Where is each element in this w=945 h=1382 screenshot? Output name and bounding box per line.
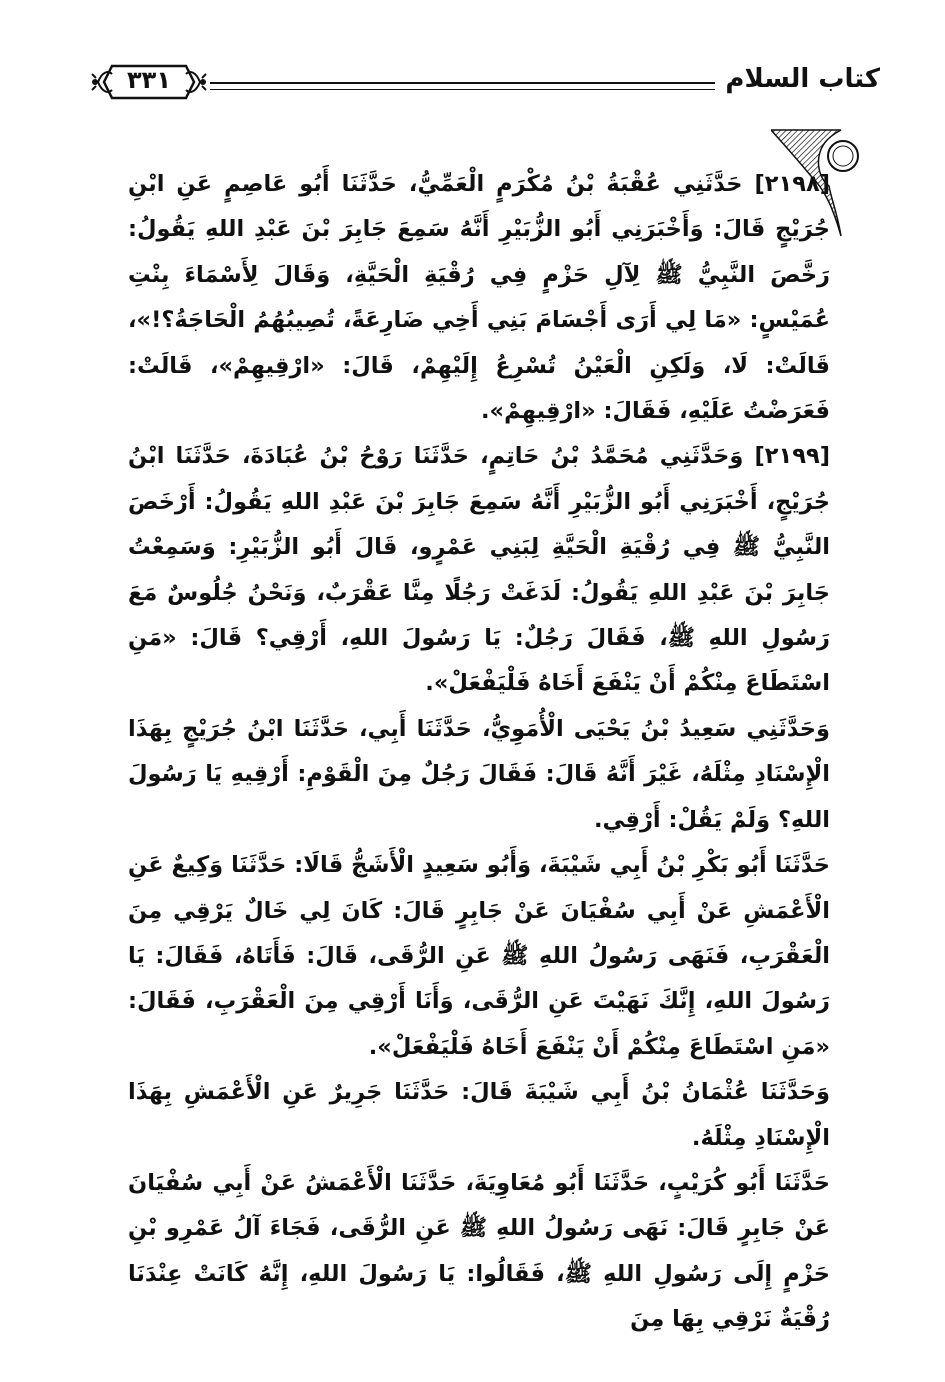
hadith-2198: [٢١٩٨] حَدَّثَنِي عُقْبَةُ بْنُ مُكْرَمٍ الْعَمِّيُّ، حَدَّثَنَا أَبُو عَاصِمٍ عَنِ ابْنِ جُرَيْجٍ قَالَ: وَأَخْبَرَنِي أَبُو الزُّبَيْرِ أَنَّهُ سَمِعَ جَابِرَ بْنَ عَبْدِ اللهِ يَقُولُ: رَخَّصَ النَّبِيُّ ﷺ لِآلِ حَزْمٍ فِي رُقْيَةِ الْحَيَّةِ، وَقَالَ لِأَسْمَاءَ بِنْتِ عُمَيْسٍ: «مَا لِي أَرَى أَجْسَامَ بَنِي أَخِي ضَارِعَةً، تُصِيبُهُمُ الْحَاجَةُ؟!»، قَالَتْ: لَا، وَلَكِنِ الْعَيْنُ تُسْرِعُ إِلَيْهِمْ، قَالَ: «ارْقِيهِمْ»، قَالَتْ: فَعَرَضْتُ عَلَيْهِ، فَقَالَ: «ارْقِيهِمْ». [128, 171, 830, 425]
main-text [128, 162, 830, 1343]
hadith-narration: حَدَّثَنَا أَبُو بَكْرِ بْنُ أَبِي شَيْبَةَ، وَأَبُو سَعِيدٍ الْأَشَجُّ قَالَا: حَدَّثَنَا وَكِيعٌ عَنِ الْأَعْمَشِ عَنْ أَبِي سُفْيَانَ عَنْ جَابِرٍ قَالَ: كَانَ لِي خَالٌ يَرْقِي مِنَ الْعَقْرَبِ، فَنَهَى رَسُولُ اللهِ ﷺ عَنِ الرُّقَى، قَالَ: فَأَتَاهُ، فَقَالَ: يَا رَسُولَ اللهِ، إِنَّكَ نَهَيْتَ عَنِ الرُّقَى، وَأَنَا أَرْقِي مِنَ الْعَقْرَبِ، فَقَالَ: «مَنِ اسْتَطَاعَ مِنْكُمْ أَنْ يَنْفَعَ أَخَاهُ فَلْيَفْعَلْ». [128, 852, 830, 1060]
page-number-ornament [90, 52, 208, 112]
running-title: كتاب السلام [725, 64, 880, 94]
header-rule [210, 82, 715, 90]
page-number: ٣٣١ [127, 66, 171, 94]
hadith-narration: وَحَدَّثَنِي سَعِيدُ بْنُ يَحْيَى الْأُمَوِيُّ، حَدَّثَنَا أَبِي، حَدَّثَنَا ابْنُ جُرَيْجٍ بِهَذَا الْإِسْنَادِ مِثْلَهُ، غَيْرَ أَنَّهُ قَالَ: فَقَالَ رَجُلٌ مِنَ الْقَوْمِ: أَرْقِيهِ يَا رَسُولَ اللهِ؟ وَلَمْ يَقُلْ: أَرْقِي. [128, 715, 830, 833]
page-header [90, 52, 880, 112]
hadith-2199: [٢١٩٩] وَحَدَّثَنِي مُحَمَّدُ بْنُ حَاتِمٍ، حَدَّثَنَا رَوْحُ بْنُ عُبَادَةَ، حَدَّثَنَا ابْنُ جُرَيْجٍ، أَخْبَرَنِي أَبُو الزُّبَيْرِ أَنَّهُ سَمِعَ جَابِرَ بْنَ عَبْدِ اللهِ يَقُولُ: أَرْخَصَ النَّبِيُّ ﷺ فِي رُقْيَةِ الْحَيَّةِ لِبَنِي عَمْرٍو، قَالَ أَبُو الزُّبَيْرِ: وَسَمِعْتُ جَابِرَ بْنَ عَبْدِ اللهِ يَقُولُ: لَدَغَتْ رَجُلًا مِنَّا عَقْرَبٌ، وَنَحْنُ جُلُوسٌ مَعَ رَسُولِ اللهِ ﷺ، فَقَالَ رَجُلٌ: يَا رَسُولَ اللهِ، أَرْقِي؟ قَالَ: «مَنِ اسْتَطَاعَ مِنْكُمْ أَنْ يَنْفَعَ أَخَاهُ فَلْيَفْعَلْ». [128, 443, 830, 697]
hadith-narration: حَدَّثَنَا أَبُو كُرَيْبٍ، حَدَّثَنَا أَبُو مُعَاوِيَةَ، حَدَّثَنَا الْأَعْمَشُ عَنْ أَبِي سُفْيَانَ عَنْ جَابِرٍ قَالَ: نَهَى رَسُولُ اللهِ ﷺ عَنِ الرُّقَى، فَجَاءَ آلُ عَمْرِو بْنِ حَزْمٍ إِلَى رَسُولِ اللهِ ﷺ، فَقَالُوا: يَا رَسُولَ اللهِ، إِنَّهُ كَانَتْ عِنْدَنَا رُقْيَةٌ نَرْقِي بِهَا مِنَ [128, 1169, 830, 1333]
hadith-narration: وَحَدَّثَنَا عُثْمَانُ بْنُ أَبِي شَيْبَةَ قَالَ: حَدَّثَنَا جَرِيرٌ عَنِ الْأَعْمَشِ بِهَذَا الْإِسْنَادِ مِثْلَهُ. [128, 1079, 830, 1151]
